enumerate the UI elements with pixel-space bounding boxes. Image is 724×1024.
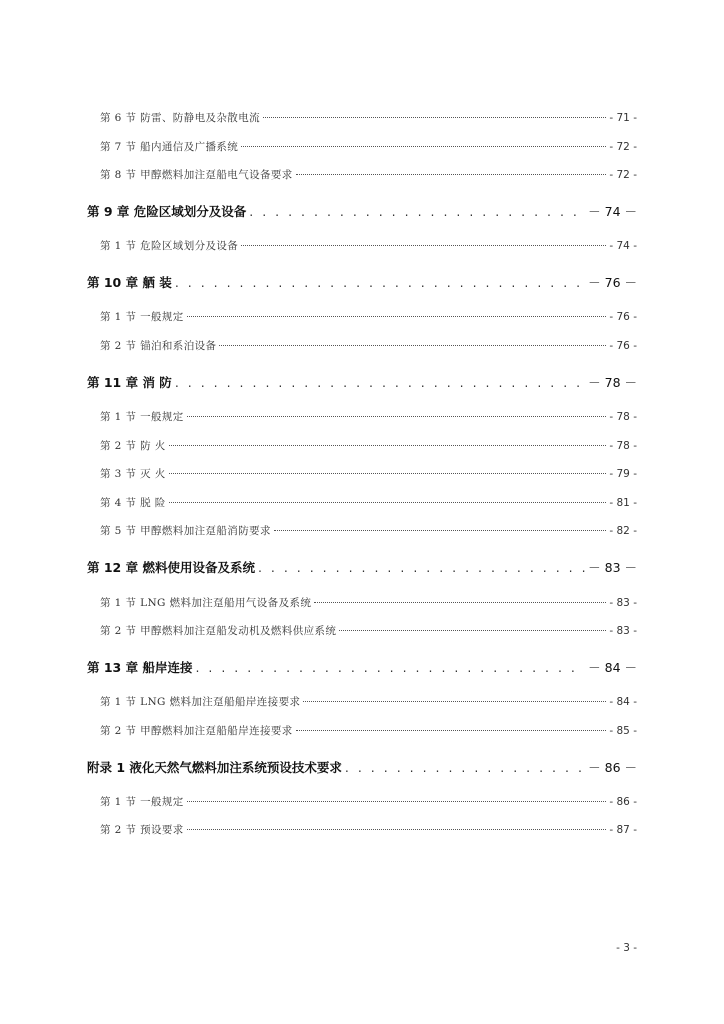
toc-entry[interactable] xyxy=(100,794,637,809)
toc-entry[interactable] xyxy=(100,466,637,481)
toc-entry-page: - 81 - xyxy=(609,497,637,509)
dot-leader xyxy=(263,117,606,118)
toc-entry[interactable] xyxy=(100,110,637,125)
toc-entry-label: 第 1 节 LNG 燃料加注趸船船岸连接要求 xyxy=(100,696,301,708)
toc-chapter-label: 附录 1 液化天然气燃料加注系统预设技术要求 xyxy=(87,760,342,775)
toc-entry-page: - 85 - xyxy=(609,725,637,737)
dot-leader xyxy=(296,174,607,175)
toc-chapter-page: － 76 － xyxy=(588,275,637,290)
dot-leader xyxy=(241,146,606,147)
toc-entry[interactable] xyxy=(100,139,637,154)
toc-chapter-page: － 78 － xyxy=(588,375,637,390)
toc-chapter[interactable] xyxy=(87,373,637,391)
dot-leader xyxy=(314,602,606,603)
dot-leader xyxy=(187,416,607,417)
dot-leader xyxy=(241,245,606,246)
toc-entry-page: - 87 - xyxy=(609,824,637,836)
toc-entry[interactable] xyxy=(100,623,637,638)
toc-chapter-page: － 83 － xyxy=(588,560,637,575)
toc-entry-label: 第 3 节 灭 火 xyxy=(100,468,166,480)
toc-entry-label: 第 2 节 锚泊和系泊设备 xyxy=(100,340,217,352)
toc-chapter-page: － 74 － xyxy=(588,204,637,219)
toc-entry[interactable] xyxy=(100,338,637,353)
toc-entry-page: - 71 - xyxy=(609,112,637,124)
toc-chapter[interactable] xyxy=(87,273,637,291)
toc-entry[interactable] xyxy=(100,495,637,510)
toc-entry[interactable] xyxy=(100,723,637,738)
dot-leader xyxy=(187,829,607,830)
toc-entry-page: - 76 - xyxy=(609,340,637,352)
toc-entry-label: 第 2 节 预设要求 xyxy=(100,824,184,836)
dot-leader xyxy=(187,316,607,317)
dot-leader xyxy=(169,445,607,446)
toc-entry[interactable] xyxy=(100,309,637,324)
dot-leader xyxy=(303,701,606,702)
toc-entry-label: 第 2 节 甲醇燃料加注趸船船岸连接要求 xyxy=(100,725,293,737)
dot-leader xyxy=(195,660,585,675)
toc-entry[interactable] xyxy=(100,409,637,424)
toc-entry-page: - 72 - xyxy=(609,141,637,153)
dot-leader xyxy=(249,204,585,219)
toc-entry-page: - 76 - xyxy=(609,311,637,323)
toc-entry-page: - 78 - xyxy=(609,440,637,452)
toc-entry-label: 第 1 节 LNG 燃料加注趸船用气设备及系统 xyxy=(100,597,312,609)
toc-entry[interactable] xyxy=(100,238,637,253)
toc-entry-label: 第 2 节 防 火 xyxy=(100,440,166,452)
dot-leader xyxy=(258,560,585,575)
dot-leader xyxy=(339,630,606,631)
toc-chapter[interactable] xyxy=(87,758,637,776)
toc-entry-label: 第 1 节 一般规定 xyxy=(100,796,184,808)
toc-entry-page: - 79 - xyxy=(609,468,637,480)
dot-leader xyxy=(345,760,585,775)
toc-entry-page: - 83 - xyxy=(609,625,637,637)
toc-entry-page: - 83 - xyxy=(609,597,637,609)
toc-chapter-label: 第 13 章 船岸连接 xyxy=(87,660,193,675)
page-number: - 3 - xyxy=(616,942,637,954)
toc-entry-label: 第 1 节 一般规定 xyxy=(100,311,184,323)
dot-leader xyxy=(175,275,585,290)
toc-entry[interactable] xyxy=(100,438,637,453)
toc-entry-page: - 82 - xyxy=(609,525,637,537)
toc-chapter[interactable] xyxy=(87,658,637,676)
toc-entry-label: 第 4 节 脱 险 xyxy=(100,497,166,509)
toc-entry-page: - 84 - xyxy=(609,696,637,708)
toc-chapter-page: － 86 － xyxy=(588,760,637,775)
toc-entry-label: 第 1 节 一般规定 xyxy=(100,411,184,423)
dot-leader xyxy=(274,530,606,531)
toc-entry-label: 第 1 节 危险区域划分及设备 xyxy=(100,240,239,252)
toc-entry[interactable] xyxy=(100,595,637,610)
dot-leader xyxy=(169,473,607,474)
toc-entry-page: - 78 - xyxy=(609,411,637,423)
toc-entry-label: 第 8 节 甲醇燃料加注趸船电气设备要求 xyxy=(100,169,293,181)
toc-chapter-label: 第 9 章 危险区域划分及设备 xyxy=(87,204,247,219)
toc-chapter-label: 第 12 章 燃料使用设备及系统 xyxy=(87,560,255,575)
toc-entry-label: 第 7 节 船内通信及广播系统 xyxy=(100,141,239,153)
dot-leader xyxy=(169,502,607,503)
toc-entry-page: - 72 - xyxy=(609,169,637,181)
toc-chapter-label: 第 10 章 舾 装 xyxy=(87,275,172,290)
toc-chapter-label: 第 11 章 消 防 xyxy=(87,375,172,390)
dot-leader xyxy=(219,345,606,346)
toc-entry-page: - 86 - xyxy=(609,796,637,808)
toc-entry-label: 第 2 节 甲醇燃料加注趸船发动机及燃料供应系统 xyxy=(100,625,337,637)
toc-entry-label: 第 5 节 甲醇燃料加注趸船消防要求 xyxy=(100,525,271,537)
dot-leader xyxy=(187,801,607,802)
toc-chapter-page: － 84 － xyxy=(588,660,637,675)
toc-entry[interactable] xyxy=(100,523,637,538)
toc-chapter[interactable] xyxy=(87,202,637,220)
dot-leader xyxy=(175,375,585,390)
dot-leader xyxy=(296,730,607,731)
toc-entry[interactable] xyxy=(100,694,637,709)
toc-entry-page: - 74 - xyxy=(609,240,637,252)
toc-entry[interactable] xyxy=(100,167,637,182)
toc-entry-label: 第 6 节 防雷、防静电及杂散电流 xyxy=(100,112,260,124)
toc-chapter[interactable] xyxy=(87,558,637,576)
toc-entry[interactable] xyxy=(100,822,637,837)
